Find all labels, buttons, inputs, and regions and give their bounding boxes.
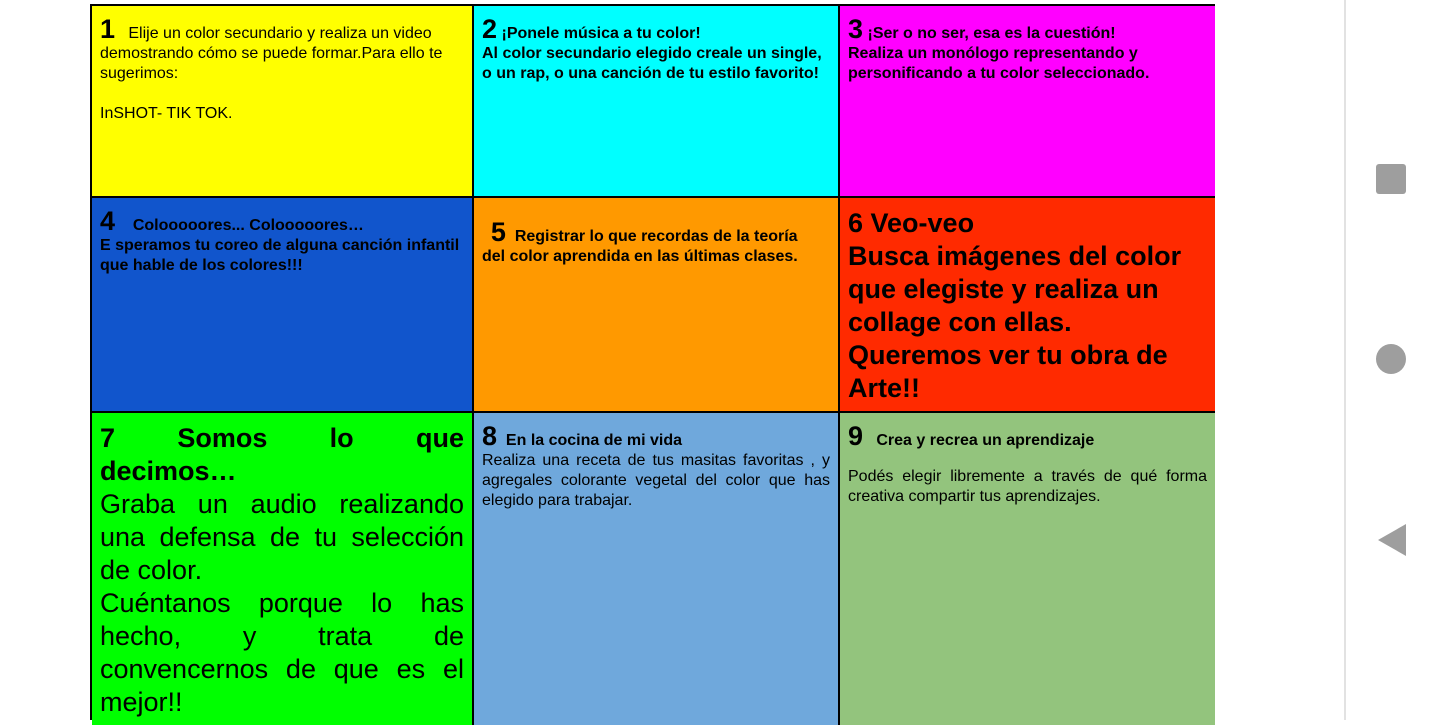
cell-4-title: Colooooores... Colooooores…: [132, 217, 364, 234]
cell-7-word-3: que: [415, 423, 464, 453]
cell-2-number: 2: [482, 14, 498, 44]
cell-7-word-1: Somos: [177, 423, 268, 453]
cell-3-number: 3: [848, 14, 864, 44]
cell-6-body: Busca imágenes del color que elegiste y realiza un collage con ellas. Queremos ver tu obra de Arte!!: [848, 241, 1182, 403]
cell-8-title: En la cocina de mi vida: [505, 432, 682, 449]
cell-7-number: 7: [100, 423, 116, 453]
cell-2-title: ¡Ponele música a tu color!: [501, 25, 701, 42]
cell-2-body: Al color secundario elegido creale un single, o un rap, o una canción de tu estilo favorito!: [482, 45, 822, 82]
cell-2[interactable]: [474, 6, 840, 198]
cell-5-body-a: Registrar lo que recordas de la teoría: [514, 228, 798, 245]
cell-7-body-1: Graba un audio realizando una defensa de tu selección de color.: [100, 489, 464, 585]
cell-3[interactable]: [840, 6, 1215, 198]
activity-grid: [90, 4, 1215, 720]
cell-7-word-2: lo: [329, 423, 354, 453]
cell-4[interactable]: [92, 198, 474, 413]
recent-apps-button[interactable]: [1376, 164, 1408, 196]
cell-7[interactable]: [92, 413, 474, 725]
home-button[interactable]: [1376, 344, 1408, 376]
cell-3-body: Realiza un monólogo representando y personificando a tu color seleccionado.: [848, 45, 1150, 82]
cell-8-number: 8: [482, 421, 498, 451]
cell-7-title-2: decimos…: [100, 456, 237, 486]
cell-7-body-2: Cuéntanos porque lo has hecho, y trata de convencernos de que es el mejor!!: [100, 588, 464, 717]
square-icon: [1376, 164, 1406, 194]
cell-5[interactable]: [474, 198, 840, 413]
cell-9-number: 9: [848, 421, 864, 451]
cell-8[interactable]: [474, 413, 840, 725]
cell-4-number: 4: [100, 206, 116, 236]
cell-3-title: ¡Ser o no ser, esa es la cuestión!: [867, 25, 1116, 42]
cell-1-number: 1: [100, 14, 116, 44]
cell-8-body: Realiza una receta de tus masitas favoritas , y agregales colorante vegetal del color que has elegido para trabajar.: [482, 452, 830, 509]
cell-9[interactable]: [840, 413, 1215, 725]
cell-9-body: Podés elegir libremente a través de qué forma creativa compartir tus aprendizajes.: [848, 468, 1207, 505]
circle-icon: [1376, 344, 1406, 374]
cell-5-number: 5: [490, 217, 506, 247]
cell-1[interactable]: [92, 6, 474, 198]
cell-6[interactable]: [840, 198, 1215, 413]
cell-6-title: 6 Veo-veo: [848, 208, 975, 238]
cell-1-text: Elije un color secundario y realiza un video demostrando cómo se puede formar.Para ello te sugerimos:: [100, 25, 443, 82]
cell-4-body: E speramos tu coreo de alguna canción infantil que hable de los colores!!!: [100, 237, 460, 274]
nav-divider: [1344, 0, 1346, 720]
back-button[interactable]: [1376, 522, 1408, 554]
cell-7-title-line: [100, 422, 464, 455]
cell-9-title: Crea y recrea un aprendizaje: [876, 432, 1095, 449]
cell-1-apps: InSHOT- TIK TOK.: [100, 105, 233, 122]
cell-5-body-b: del color aprendida en las últimas clases.: [482, 248, 798, 265]
back-triangle-icon: [1376, 522, 1408, 558]
